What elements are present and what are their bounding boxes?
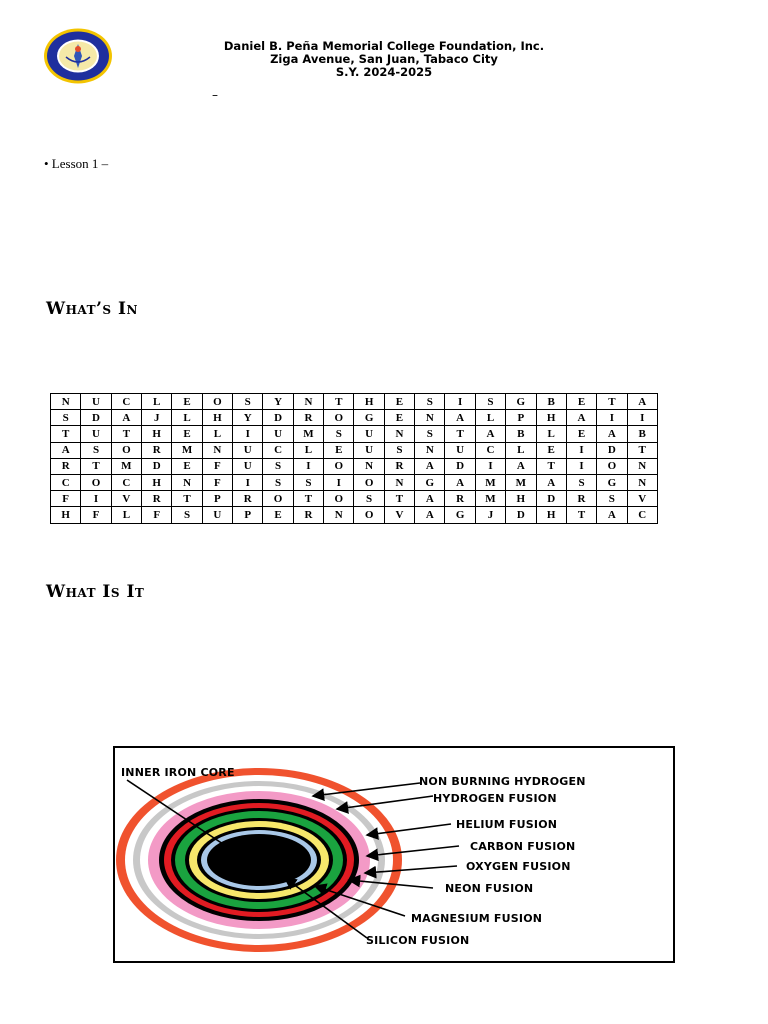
word-search-cell: L — [202, 426, 232, 442]
word-search-cell: M — [111, 458, 141, 474]
word-search-cell: C — [111, 474, 141, 490]
word-search-cell: F — [81, 507, 111, 523]
word-search-cell: N — [51, 394, 81, 410]
word-search-cell: N — [354, 458, 384, 474]
word-search-cell: N — [202, 442, 232, 458]
word-search-cell: S — [597, 491, 627, 507]
word-search-cell: T — [324, 394, 354, 410]
word-search-cell: I — [566, 442, 596, 458]
section-whats-in: What’s In — [46, 299, 138, 319]
word-search-cell: T — [293, 491, 323, 507]
word-search-cell: S — [172, 507, 202, 523]
word-search-cell: R — [445, 491, 475, 507]
word-search-grid — [50, 393, 658, 524]
word-search-cell: H — [142, 426, 172, 442]
word-search-cell: D — [506, 507, 536, 523]
word-search-cell: I — [597, 410, 627, 426]
word-search-cell: Y — [233, 410, 263, 426]
word-search-cell: N — [384, 426, 414, 442]
word-search-cell: G — [415, 474, 445, 490]
word-search-cell: F — [142, 507, 172, 523]
word-search-cell: U — [263, 426, 293, 442]
inner-iron-core — [207, 834, 311, 886]
word-search-cell: H — [506, 491, 536, 507]
word-search-cell: V — [111, 491, 141, 507]
word-search-cell: R — [233, 491, 263, 507]
word-search-cell: H — [51, 507, 81, 523]
word-search-cell: G — [354, 410, 384, 426]
word-search-cell: U — [445, 442, 475, 458]
word-search-cell: L — [293, 442, 323, 458]
word-search-cell: S — [384, 442, 414, 458]
word-search-cell: T — [627, 442, 657, 458]
word-search-cell: O — [263, 491, 293, 507]
label-inner-iron-core: INNER IRON CORE — [121, 766, 235, 779]
word-search-cell: I — [627, 410, 657, 426]
word-search-cell: N — [627, 474, 657, 490]
word-search-cell: F — [51, 491, 81, 507]
word-search-cell: P — [233, 507, 263, 523]
label-non-burning-hydrogen: NON BURNING HYDROGEN — [419, 775, 586, 788]
word-search-cell: R — [566, 491, 596, 507]
word-search-cell: U — [81, 394, 111, 410]
word-search-cell: A — [627, 394, 657, 410]
word-search-cell: I — [233, 426, 263, 442]
word-search-cell: R — [293, 507, 323, 523]
word-search-row — [51, 442, 658, 458]
word-search-cell: U — [81, 426, 111, 442]
word-search-cell: C — [475, 442, 505, 458]
word-search-cell: D — [142, 458, 172, 474]
word-search-cell: T — [536, 458, 566, 474]
star-layers-svg — [115, 748, 673, 961]
word-search-cell: T — [597, 394, 627, 410]
label-silicon-fusion: SILICON FUSION — [366, 934, 470, 947]
word-search-cell: G — [506, 394, 536, 410]
word-search-cell: O — [202, 394, 232, 410]
word-search-cell: B — [536, 394, 566, 410]
word-search-cell: B — [506, 426, 536, 442]
word-search-cell: A — [536, 474, 566, 490]
word-search-cell: T — [566, 507, 596, 523]
word-search-cell: L — [506, 442, 536, 458]
lesson-label: • Lesson 1 – — [44, 156, 109, 171]
word-search-cell: E — [172, 458, 202, 474]
word-search-cell: C — [51, 474, 81, 490]
word-search-cell: A — [566, 410, 596, 426]
word-search-cell: O — [111, 442, 141, 458]
word-search-cell: T — [445, 426, 475, 442]
word-search-cell: N — [415, 442, 445, 458]
word-search-cell: O — [324, 491, 354, 507]
word-search-cell: S — [81, 442, 111, 458]
word-search-cell: P — [202, 491, 232, 507]
word-search-cell: O — [354, 474, 384, 490]
word-search-cell: J — [475, 507, 505, 523]
word-search-cell: P — [506, 410, 536, 426]
word-search-row — [51, 507, 658, 523]
word-search-cell: F — [202, 458, 232, 474]
word-search-row — [51, 458, 658, 474]
word-search-cell: O — [81, 474, 111, 490]
word-search-cell: L — [536, 426, 566, 442]
word-search-cell: M — [506, 474, 536, 490]
word-search-cell: M — [293, 426, 323, 442]
word-search-cell: U — [233, 442, 263, 458]
word-search-row — [51, 474, 658, 490]
word-search-cell: E — [263, 507, 293, 523]
word-search-cell: N — [293, 394, 323, 410]
word-search-cell: S — [354, 491, 384, 507]
word-search-cell: H — [142, 474, 172, 490]
word-search-cell: N — [384, 474, 414, 490]
word-search-cell: O — [324, 410, 354, 426]
word-search-row — [51, 410, 658, 426]
word-search-cell: S — [293, 474, 323, 490]
word-search-cell: V — [384, 507, 414, 523]
word-search-cell: H — [536, 507, 566, 523]
word-search-cell: R — [142, 442, 172, 458]
word-search-cell: S — [324, 426, 354, 442]
word-search-cell: A — [415, 491, 445, 507]
word-search-cell: B — [627, 426, 657, 442]
word-search-cell: I — [81, 491, 111, 507]
word-search-cell: M — [475, 474, 505, 490]
word-search-cell: A — [506, 458, 536, 474]
word-search-cell: E — [172, 426, 202, 442]
word-search-cell: U — [202, 507, 232, 523]
word-search-cell: T — [111, 426, 141, 442]
word-search-cell: S — [263, 458, 293, 474]
word-search-cell: R — [293, 410, 323, 426]
word-search-cell: D — [597, 442, 627, 458]
word-search-cell: E — [324, 442, 354, 458]
word-search-row — [51, 491, 658, 507]
word-search-cell: A — [597, 507, 627, 523]
word-search-cell: A — [415, 458, 445, 474]
word-search-cell: A — [597, 426, 627, 442]
school-year: S.Y. 2024-2025 — [335, 65, 433, 79]
word-search-cell: U — [233, 458, 263, 474]
label-oxygen-fusion: OXYGEN FUSION — [466, 860, 571, 873]
word-search-cell: C — [263, 442, 293, 458]
word-search-cell: T — [81, 458, 111, 474]
word-search-cell: S — [51, 410, 81, 426]
school-address: Ziga Avenue, San Juan, Tabaco City — [270, 52, 498, 66]
word-search-cell: D — [445, 458, 475, 474]
word-search-cell: O — [597, 458, 627, 474]
word-search-cell: T — [384, 491, 414, 507]
word-search-cell: U — [354, 442, 384, 458]
word-search-cell: D — [81, 410, 111, 426]
star-layers-diagram — [113, 746, 675, 963]
word-search-cell: L — [475, 410, 505, 426]
label-carbon-fusion: CARBON FUSION — [470, 840, 576, 853]
word-search-cell: R — [51, 458, 81, 474]
word-search-cell: O — [324, 458, 354, 474]
section-what-is-it: What Is It — [46, 582, 145, 602]
word-search-cell: G — [597, 474, 627, 490]
word-search-cell: L — [142, 394, 172, 410]
word-search-cell: N — [415, 410, 445, 426]
word-search-cell: S — [415, 426, 445, 442]
word-search-cell: I — [445, 394, 475, 410]
word-search-cell: A — [445, 410, 475, 426]
school-name: Daniel B. Peña Memorial College Foundation, Inc. — [223, 39, 545, 53]
word-search-cell: A — [445, 474, 475, 490]
word-search-cell: F — [202, 474, 232, 490]
word-search-cell: M — [172, 442, 202, 458]
word-search-cell: L — [111, 507, 141, 523]
word-search-cell: H — [536, 410, 566, 426]
word-search-cell: V — [627, 491, 657, 507]
word-search-cell: T — [51, 426, 81, 442]
word-search-cell: S — [566, 474, 596, 490]
word-search-cell: S — [475, 394, 505, 410]
word-search-cell: S — [233, 394, 263, 410]
word-search-cell: I — [233, 474, 263, 490]
word-search-cell: R — [384, 458, 414, 474]
word-search-cell: I — [566, 458, 596, 474]
subject-dash: – — [212, 88, 218, 102]
word-search-cell: U — [354, 426, 384, 442]
word-search-cell: I — [475, 458, 505, 474]
word-search-cell: A — [475, 426, 505, 442]
word-search-cell: C — [111, 394, 141, 410]
word-search-cell: A — [415, 507, 445, 523]
word-search-cell: A — [111, 410, 141, 426]
label-neon-fusion: NEON FUSION — [445, 882, 534, 895]
word-search-cell: O — [354, 507, 384, 523]
word-search-cell: H — [354, 394, 384, 410]
word-search-cell: S — [263, 474, 293, 490]
word-search-cell: N — [627, 458, 657, 474]
word-search-cell: L — [172, 410, 202, 426]
label-hydrogen-fusion: HYDROGEN FUSION — [433, 792, 557, 805]
word-search-cell: E — [172, 394, 202, 410]
word-search-cell: Y — [263, 394, 293, 410]
word-search-cell: D — [536, 491, 566, 507]
word-search-cell: E — [566, 394, 596, 410]
word-search-cell: A — [51, 442, 81, 458]
word-search-cell: C — [627, 507, 657, 523]
word-search-row — [51, 394, 658, 410]
word-search-cell: J — [142, 410, 172, 426]
word-search-cell: N — [324, 507, 354, 523]
word-search-cell: S — [415, 394, 445, 410]
label-magnesium-fusion: MAGNESIUM FUSION — [411, 912, 543, 925]
word-search-cell: I — [324, 474, 354, 490]
word-search-cell: N — [172, 474, 202, 490]
word-search-cell: E — [566, 426, 596, 442]
word-search-row — [51, 426, 658, 442]
word-search-cell: M — [475, 491, 505, 507]
word-search-cell: I — [293, 458, 323, 474]
word-search-cell: R — [142, 491, 172, 507]
word-search-cell: E — [384, 394, 414, 410]
word-search-cell: H — [202, 410, 232, 426]
word-search-cell: E — [384, 410, 414, 426]
word-search-cell: D — [263, 410, 293, 426]
word-search-cell: E — [536, 442, 566, 458]
word-search-cell: G — [445, 507, 475, 523]
word-search-cell: T — [172, 491, 202, 507]
label-helium-fusion: HELIUM FUSION — [456, 818, 558, 831]
